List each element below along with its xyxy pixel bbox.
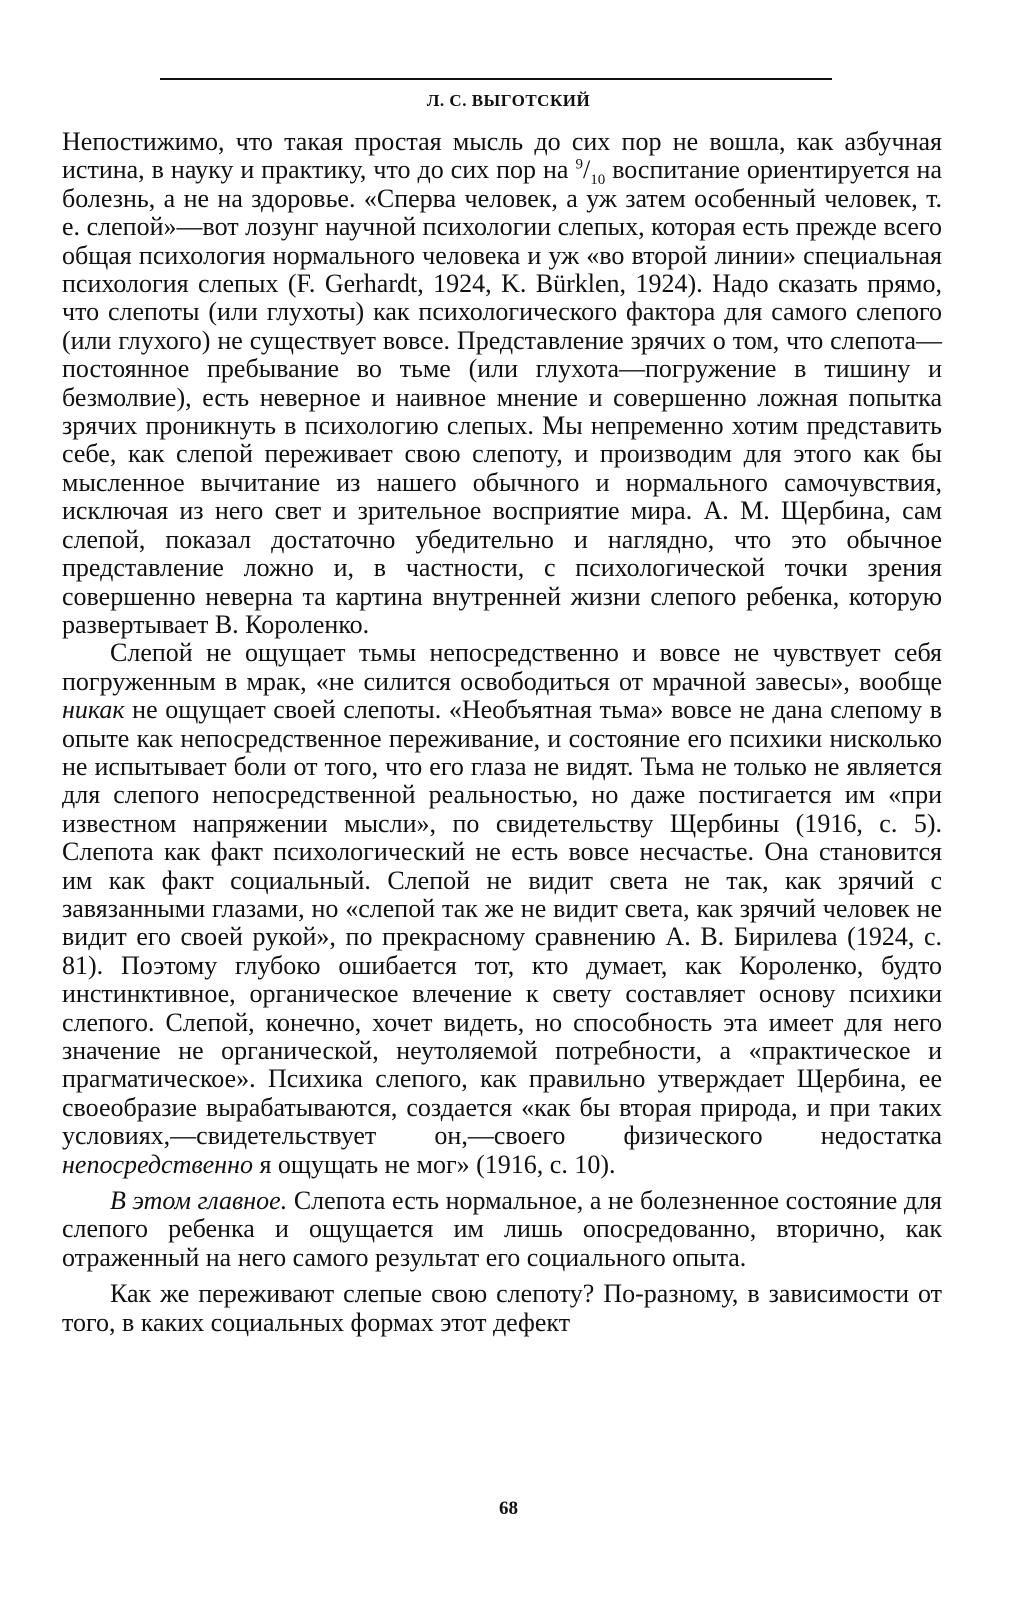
paragraph-1-text-a: Непостижимо, что такая простая мысль до сих пор не вошла, как азбучная истина, в науку и практику, что до сих пор на — [62, 127, 942, 185]
fraction-numerator: 9 — [575, 156, 583, 173]
paragraph-2-text-c: я ощущать не мог» (1916, с. 10). — [252, 1149, 616, 1179]
paragraph-2-text-a: Слепой не ощущает тьмы непосредственно и вовсе не чувствует себя погруженным в мрак, «не силится освободиться от мрачной завесы», вообще — [62, 638, 942, 696]
paragraph-2-text-b: не ощущает своей слепоты. «Необъятная тьма» вовсе не дана слепому в опыте как непосредственное переживание, и состояние его психики нисколько не испытывает боли от того, что его глаза не видят. Тьма не только не является для слепого непосредственной реальностью, но даже постигается им «при известном напряжении мысли», по свидетельству Щербины (1916, с. 5). Слепота как факт психологический не есть вовсе несчастье. Она становится им как факт социальный. Слепой не видит света не так, как зрячий с завязанными глазами, но «слепой так же не видит света, как зрячий человек не видит его своей рукой», по прекрасному сравнению А. В. Бирилева (1924, с. 81). Поэтому глубоко ошибается тот, кто думает, как Короленко, будто инстинктивное, органическое влечение к свету составляет основу психики слепого. Слепой, конечно, хочет видеть, но способность эта имеет для него значение не органической, неутоляемой потребности, а «практическое и прагматическое». Психика слепого, как правильно утверждает Щербина, ее своеобразие вырабатываются, создается «как бы вторая природа, и при таких условиях,—свидетельствует он,—своего физического недостатка — [62, 695, 942, 1151]
paragraph-3-text: Слепота есть нормальное, а не болезненное состояние для слепого ребенка и ощущается им лишь опосредованно, вторично, как отраженный на него самого результат его социального опыта. — [62, 1186, 942, 1272]
body-text — [62, 128, 942, 1337]
paragraph-2 — [62, 639, 942, 1179]
paragraph-2-emphasis-b: непосредственно — [62, 1149, 253, 1179]
fraction-denominator: 10 — [590, 172, 606, 189]
paragraph-1 — [62, 128, 942, 639]
paragraph-2-emphasis-a: никак — [62, 695, 125, 725]
page-number: 68 — [499, 1498, 518, 1519]
paragraph-3 — [62, 1187, 942, 1272]
fraction-slash: / — [582, 155, 591, 185]
running-head: Л. С. ВЫГОТСКИЙ — [426, 91, 591, 110]
paragraph-1-text-b: воспитание ориентируется на болезнь, а не на здоровье. «Сперва человек, а уж затем особенный человек, т. е. слепой»—вот лозунг научной психологии слепых, которая есть прежде всего общая психология нормального человека и уж «во второй линии» специальная психология слепых (F. Gerhardt, 1924, K. Bürklen, 1924). Надо сказать прямо, что слепоты (или глухоты) как психологического фактора для самого слепого (или глухого) не существует вовсе. Представление зрячих о том, что слепота—постоянное пребывание во тьме (или глухота—погружение в тишину и безмолвие), есть неверное и наивное мнение и совершенно ложная попытка зрячих проникнуть в психологию слепых. Мы непременно хотим представить себе, как слепой переживает свою слепоту, и производим для этого как бы мысленное вычитание из нашего обычного и нормального самочувствия, исключая из него свет и зрительное восприятие мира. А. М. Щербина, сам слепой, показал достаточно убедительно и наглядно, что это обычное представление ложно и, в частности, с психологической точки зрения совершенно неверна та картина внутренней жизни слепого ребенка, которую развертывает В. Короленко. — [62, 155, 942, 639]
header-rule — [160, 78, 832, 80]
paragraph-4-text: Как же переживают слепые свою слепоту? По-разному, в зависимости от того, в каких социальных формах этот дефект — [62, 1279, 942, 1337]
fraction — [575, 155, 606, 189]
paragraph-3-emphasis: В этом главное. — [110, 1186, 288, 1216]
paragraph-4 — [62, 1280, 942, 1337]
